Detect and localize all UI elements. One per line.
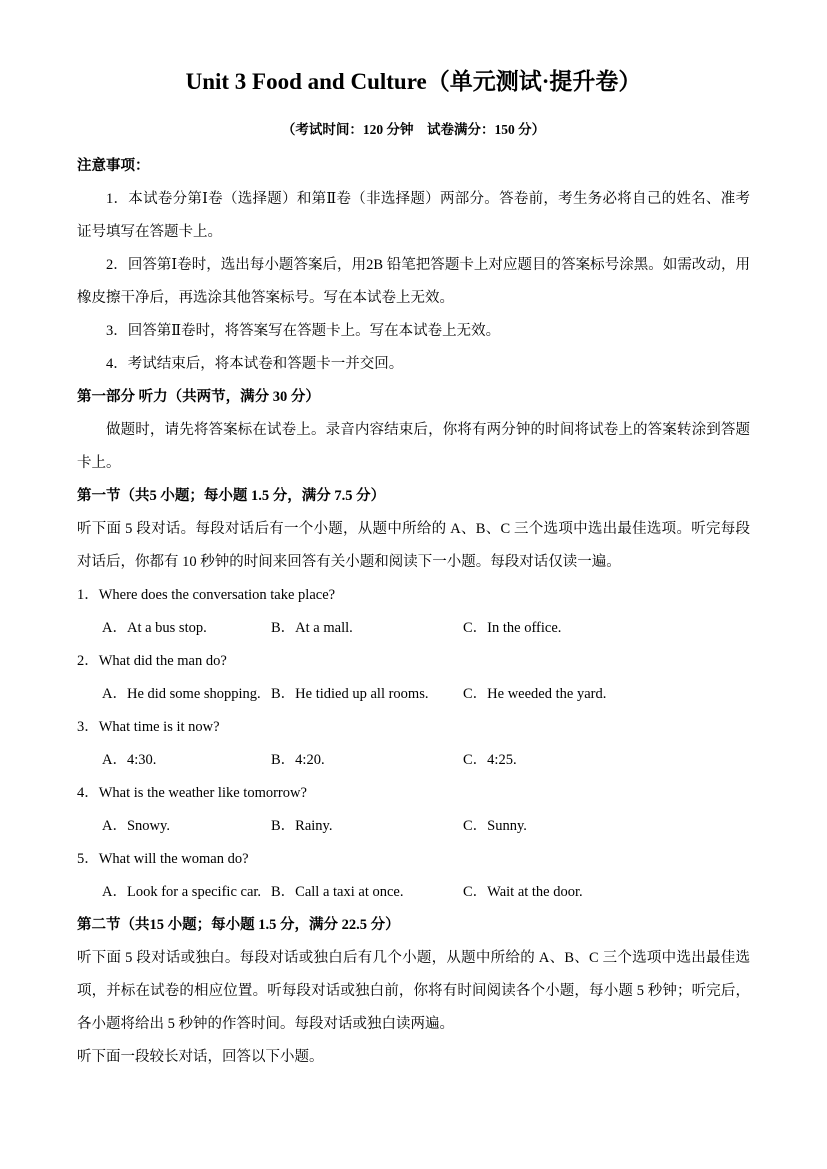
- option-a: A．At a bus stop.: [102, 620, 207, 637]
- question-3: [77, 711, 750, 777]
- question-text: 1．Where does the conversation take place?: [77, 587, 336, 604]
- option-b: B．He tidied up all rooms.: [271, 686, 429, 703]
- notice-item-1: 1．本试卷分第Ⅰ卷（选择题）和第Ⅱ卷（非选择题）两部分。答卷前，考生务必将自己的姓名、准考证号填写在答题卡上。: [77, 191, 750, 241]
- question-text: 4．What is the weather like tomorrow?: [77, 785, 307, 802]
- question-5: [77, 843, 750, 909]
- part1-heading: 第一部分 听力（共两节，满分 30 分）: [77, 389, 320, 406]
- notice-item-3: 3．回答第Ⅱ卷时，将答案写在答题卡上。写在本试卷上无效。: [106, 323, 501, 340]
- option-c: C．In the office.: [463, 620, 562, 637]
- question-2: [77, 645, 750, 711]
- option-c: C．He weeded the yard.: [463, 686, 607, 703]
- question-4: [77, 777, 750, 843]
- option-a: A．Snowy.: [102, 818, 170, 835]
- option-a: A．Look for a specific car.: [102, 884, 262, 901]
- question-text: 3．What time is it now?: [77, 719, 220, 736]
- question-options: [102, 678, 750, 711]
- option-c: C．Sunny.: [463, 818, 527, 835]
- section2-heading: 第二节（共15 小题；每小题 1.5 分，满分 22.5 分）: [77, 917, 400, 934]
- option-b: B．At a mall.: [271, 620, 353, 637]
- option-c: C．4:25.: [463, 752, 517, 769]
- option-b: B．Call a taxi at once.: [271, 884, 404, 901]
- question-text: 5．What will the woman do?: [77, 851, 249, 868]
- option-b: B．4:20.: [271, 752, 325, 769]
- question-options: [102, 612, 750, 645]
- option-c: C．Wait at the door.: [463, 884, 583, 901]
- notice-item-4: 4．考试结束后，将本试卷和答题卡一并交回。: [106, 356, 404, 373]
- question-options: [102, 876, 750, 909]
- part1-intro: 做题时，请先将答案标在试卷上。录音内容结束后，你将有两分钟的时间将试卷上的答案转涂到答题卡上。: [77, 422, 750, 472]
- section2-followup: 听下面一段较长对话，回答以下小题。: [77, 1049, 324, 1066]
- question-options: [102, 744, 750, 777]
- question-1: [77, 579, 750, 645]
- option-a: A．4:30.: [102, 752, 157, 769]
- option-b: B．Rainy.: [271, 818, 333, 835]
- notice-item-2: 2．回答第Ⅰ卷时，选出每小题答案后，用2B 铅笔把答题卡上对应题目的答案标号涂黑。如需改动，用橡皮擦干净后，再选涂其他答案标号。写在本试卷上无效。: [77, 257, 750, 307]
- paper-subtitle: （考试时间：120 分钟 试卷满分：150 分）: [281, 122, 546, 138]
- section1-intro: 听下面 5 段对话。每段对话后有一个小题，从题中所给的 A、B、C 三个选项中选出最佳选项。听完每段对话后，你都有 10 秒钟的时间来回答有关小题和阅读下一小题。每段对话仅读一遍。: [77, 521, 750, 571]
- paper-title: Unit 3 Food and Culture（单元测试·提升卷）: [185, 69, 642, 94]
- section2-intro: 听下面 5 段对话或独白。每段对话或独白后有几个小题，从题中所给的 A、B、C 三个选项中选出最佳选项，并标在试卷的相应位置。听每段对话或独白前，你将有时间阅读各个小题，每小题 5 秒钟；听完后，各小题将给出 5 秒钟的作答时间。每段对话或独白读两遍。: [77, 950, 750, 1033]
- notice-heading: 注意事项：: [77, 158, 150, 175]
- question-text: 2．What did the man do?: [77, 653, 227, 670]
- section1-heading: 第一节（共5 小题；每小题 1.5 分，满分 7.5 分）: [77, 488, 386, 505]
- option-a: A．He did some shopping.: [102, 686, 261, 703]
- question-options: [102, 810, 750, 843]
